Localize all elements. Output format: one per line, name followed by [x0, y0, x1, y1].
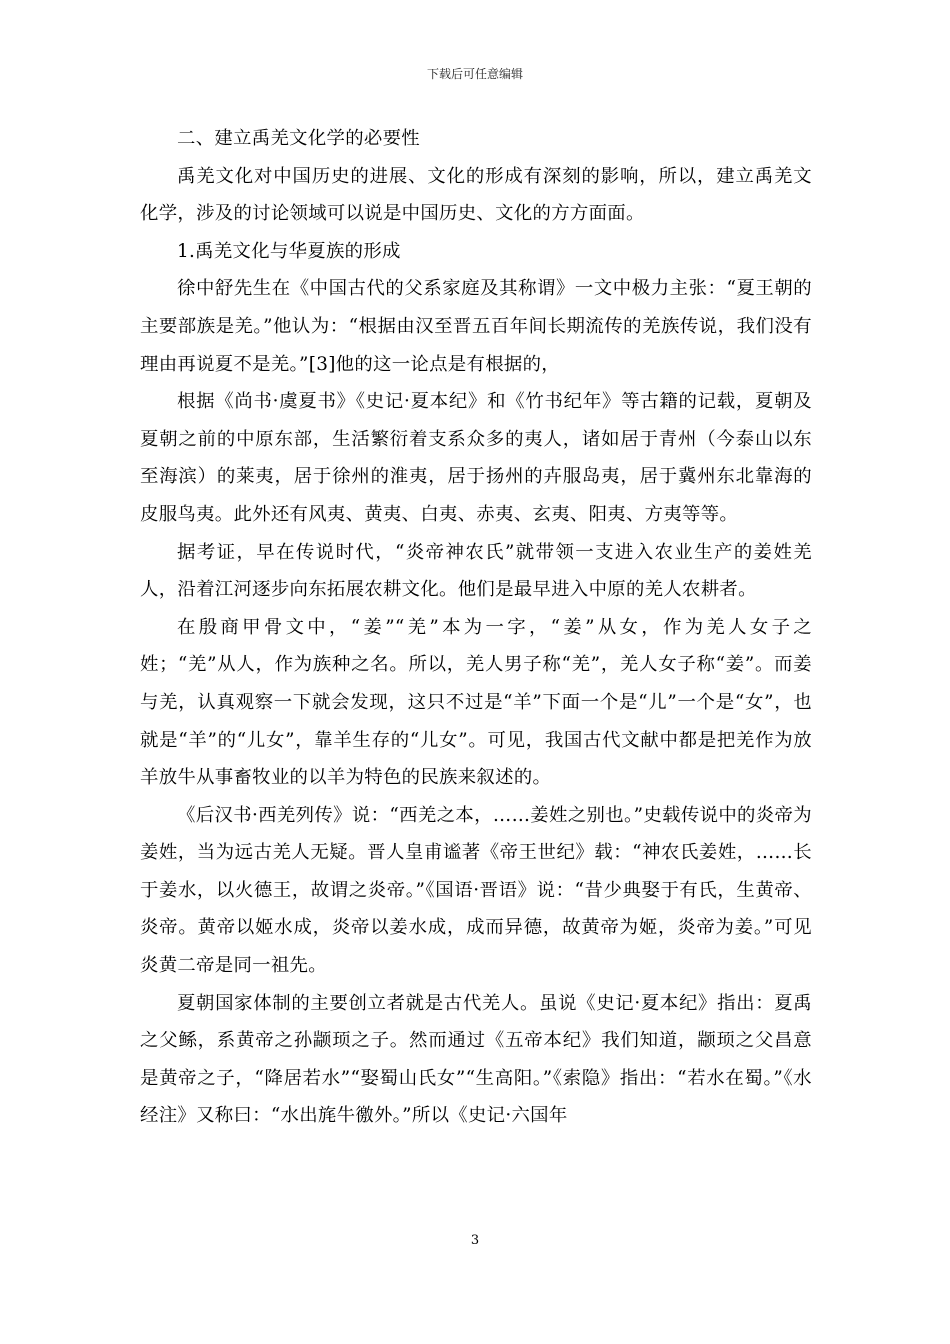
- section-heading: 二、建立禹羌文化学的必要性: [177, 128, 420, 149]
- paragraph: 据考证，早在传说时代，“炎帝神农氏”就带领一支进入农业生产的姜姓羌人，沿着江河逐步向东拓展农耕文化。他们是最早进入中原的羌人农耕者。: [140, 541, 812, 601]
- paragraph: 《后汉书·西羌列传》说：“西羌之本，……姜姓之别也。”史载传说中的炎帝为姜姓，当为远古羌人无疑。晋人皇甫谧著《帝王世纪》载：“神农氏姜姓，……长于姜水，以火德王，故谓之炎帝。”《国语·晋语》说：“昔少典娶于有氏，生黄帝、炎帝。黄帝以姬水成，炎帝以姜水成，成而异德，故黄帝为姬，炎帝为姜。”可见炎黄二帝是同一祖先。: [140, 804, 812, 977]
- document-body: [140, 120, 812, 1135]
- paragraph: 徐中舒先生在《中国古代的父系家庭及其称谓》一文中极力主张：“夏王朝的主要部族是羌。”他认为：“根据由汉至晋五百年间长期流传的羌族传说，我们没有理由再说夏不是羌。”[3]他的这一论点是有根据的，: [140, 278, 812, 375]
- page-number: 3: [470, 1233, 480, 1248]
- paragraph: 夏朝国家体制的主要创立者就是古代羌人。虽说《史记·夏本纪》指出：夏禹之父鲧，系黄帝之孙颛顼之子。然而通过《五帝本纪》我们知道，颛顼之父昌意是黄帝之子，“降居若水”“娶蜀山氏女”“生高阳。”《索隐》指出：“若水在蜀。”《水经注》又称曰：“水出旄牛徼外。”所以《史记·六国年: [140, 992, 812, 1127]
- paragraph: 根据《尚书·虞夏书》《史记·夏本纪》和《竹书纪年》等古籍的记载，夏朝及夏朝之前的中原东部，生活繁衍着支系众多的夷人，诸如居于青州（今泰山以东至海滨）的莱夷，居于徐州的淮夷，居于扬州的卉服岛夷，居于冀州东北靠海的皮服鸟夷。此外还有风夷、黄夷、白夷、赤夷、玄夷、阳夷、方夷等等。: [140, 391, 812, 525]
- paragraph: 在殷商甲骨文中，“姜”“羌”本为一字，“姜”从女，作为羌人女子之姓；“羌”从人，作为族种之名。所以，羌人男子称“羌”，羌人女子称“姜”。而姜与羌，认真观察一下就会发现，这只不过是“羊”下面一个是“儿”一个是“女”，也就是“羊”的“儿女”，靠羊生存的“儿女”。可见，我国古代文献中都是把羌作为放羊放牛从事畜牧业的以羊为特色的民族来叙述的。: [140, 616, 812, 789]
- paragraph: 禹羌文化对中国历史的进展、文化的形成有深刻的影响，所以，建立禹羌文化学，涉及的讨论领域可以说是中国历史、文化的方方面面。: [140, 165, 812, 225]
- subsection-heading: 1.禹羌文化与华夏族的形成: [177, 240, 401, 262]
- page-header: 下载后可任意编辑: [426, 67, 523, 81]
